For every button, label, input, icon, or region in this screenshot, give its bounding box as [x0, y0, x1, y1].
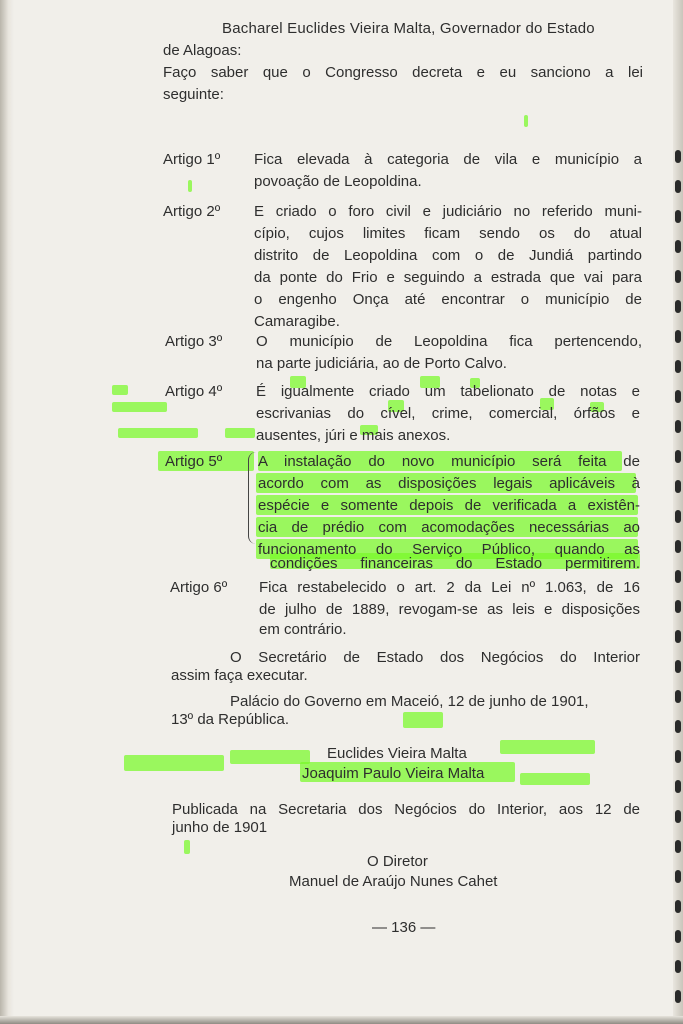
article-4-line-1: É igualmente criado um tabelionato de notas e [256, 383, 640, 400]
spiral-ring [675, 360, 681, 373]
signature-secretary: Joaquim Paulo Vieira Malta [302, 765, 485, 782]
spiral-ring [675, 990, 681, 1003]
page-number: — 136 — [372, 919, 436, 936]
article-5-line-1: A instalação do novo município será feita de [258, 453, 640, 470]
highlight-mark [118, 428, 198, 438]
article-3-label: Artigo 3º [165, 333, 223, 350]
intro-line-4: seguinte: [163, 86, 224, 103]
spiral-ring [675, 510, 681, 523]
article-1-line-1: Fica elevada à categoria de vila e município a [254, 151, 642, 168]
highlight-mark [112, 402, 167, 412]
article-2-line-4: da ponte do Frio e seguindo a estrada que vai para [254, 269, 642, 286]
highlight-mark [112, 385, 128, 395]
spiral-ring [675, 570, 681, 583]
article-6-line-3: em contrário. [259, 621, 347, 638]
highlight-mark [188, 180, 192, 192]
published-line-2: junho de 1901 [172, 819, 268, 836]
article-3-line-1: O município de Leopoldina fica pertencendo, [256, 333, 642, 350]
spiral-ring [675, 540, 681, 553]
highlight-mark [524, 115, 528, 127]
spiral-ring [675, 480, 681, 493]
highlight-signature-bar [520, 773, 590, 785]
article-1-label: Artigo 1º [163, 151, 221, 168]
article-2-line-1: E criado o foro civil e judiciário no referido muni- [254, 203, 642, 220]
spiral-ring [675, 720, 681, 733]
published-line-1: Publicada na Secretaria dos Negócios do Interior, aos 12 de [172, 801, 640, 818]
signature-governor: Euclides Vieira Malta [327, 745, 467, 762]
article-2-line-3: distrito de Leopoldina com o de Jundiá partindo [254, 247, 642, 264]
article-5-line-2: acordo com as disposições legais aplicáveis à [258, 475, 640, 492]
article-5-bracket-mark [248, 452, 257, 544]
intro-line-2: de Alagoas: [163, 42, 242, 59]
article-4-label: Artigo 4º [165, 383, 223, 400]
highlight-signature-bar [500, 740, 595, 754]
spiral-ring [675, 780, 681, 793]
spiral-ring [675, 840, 681, 853]
article-6-line-1: Fica restabelecido o art. 2 da Lei nº 1.063, de 16 [259, 579, 640, 596]
spiral-ring [675, 930, 681, 943]
spiral-ring [675, 240, 681, 253]
article-2-line-6: Camaragibe. [254, 313, 340, 330]
spiral-ring [675, 390, 681, 403]
spiral-ring [675, 660, 681, 673]
palace-line-2: 13º da República. [171, 711, 290, 728]
intro-line-1: Bacharel Euclides Vieira Malta, Governador do Estado [222, 20, 595, 37]
highlight-signature-bar [124, 755, 224, 771]
director-title: O Diretor [367, 853, 428, 870]
article-2-label: Artigo 2º [163, 203, 221, 220]
article-6-line-2: de julho de 1889, revogam-se as leis e disposições [259, 601, 640, 618]
spiral-ring [675, 300, 681, 313]
article-5-line-6: condições financeiras do Estado permitirem. [270, 555, 640, 572]
spiral-ring [675, 900, 681, 913]
highlight-mark [184, 840, 190, 854]
article-2-line-2: cípio, cujos limites ficam sendo os do atual [254, 225, 642, 242]
spiral-ring [675, 270, 681, 283]
spiral-ring [675, 870, 681, 883]
spiral-ring [675, 810, 681, 823]
secretary-line-1: O Secretário de Estado dos Negócios do Interior [230, 649, 640, 666]
spiral-ring [675, 180, 681, 193]
page-bottom-edge [0, 1016, 683, 1024]
article-6-label: Artigo 6º [170, 579, 228, 596]
page-gutter-shadow [0, 0, 14, 1024]
highlight-signature-bar [230, 750, 310, 764]
spiral-ring [675, 960, 681, 973]
article-3-line-2: na parte judiciária, ao de Porto Calvo. [256, 355, 507, 372]
spiral-ring [675, 630, 681, 643]
article-5-label: Artigo 5º [165, 453, 223, 470]
spiral-ring [675, 750, 681, 763]
article-4-line-3: ausentes, júri e mais anexos. [256, 427, 451, 444]
spiral-ring [675, 210, 681, 223]
spiral-ring [675, 420, 681, 433]
spiral-ring [675, 450, 681, 463]
article-1-line-2: povoação de Leopoldina. [254, 173, 422, 190]
intro-line-3: Faço saber que o Congresso decreta e eu sanciono a lei [163, 64, 643, 81]
highlight-mark [225, 428, 255, 438]
spiral-ring [675, 150, 681, 163]
spiral-ring [675, 690, 681, 703]
article-5-line-5: funcionamento do Serviço Público, quando as [258, 541, 640, 558]
spiral-ring [675, 330, 681, 343]
secretary-line-2: assim faça executar. [171, 667, 308, 684]
director-name: Manuel de Araújo Nunes Cahet [289, 873, 498, 890]
article-4-line-2: escrivanias do cível, crime, comercial, órfãos e [256, 405, 640, 422]
palace-line-1: Palácio do Governo em Maceió, 12 de junho de 1901, [230, 693, 589, 710]
article-5-line-4: cia de prédio com acomodações necessárias ao [258, 519, 640, 536]
article-2-line-5: o engenho Onça até encontrar o município de [254, 291, 642, 308]
spiral-ring [675, 600, 681, 613]
highlight-mark [403, 712, 443, 728]
article-5-line-3: espécie e somente depois de verificada a existên- [258, 497, 640, 514]
